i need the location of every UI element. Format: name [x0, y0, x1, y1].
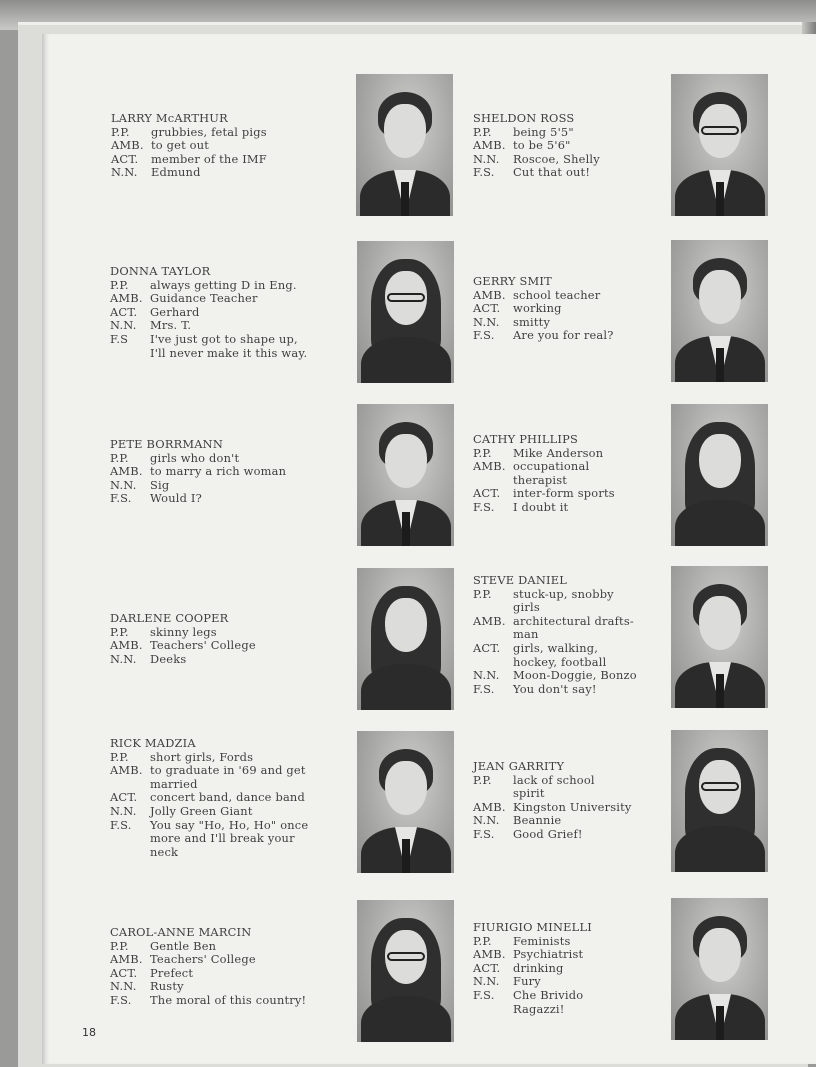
detail-key: ACT. [473, 640, 501, 655]
detail-key: P.P. [110, 624, 129, 639]
student-detail-line [473, 935, 695, 949]
detail-value: stuck-up, snobby [513, 586, 614, 601]
student-name: GERRY SMIT [473, 274, 552, 288]
detail-key: F.S. [110, 491, 132, 506]
detail-value: to get out [151, 138, 210, 153]
student-detail-line [110, 306, 332, 320]
detail-value: occupational [513, 459, 590, 474]
student-detail-line [110, 333, 332, 347]
detail-value: girls, walking, [513, 640, 599, 655]
student-detail-line [473, 474, 695, 488]
detail-key: F.S. [473, 826, 495, 841]
detail-key: N.N. [111, 165, 138, 180]
detail-value: Jolly Green Giant [150, 803, 253, 818]
detail-key: ACT. [110, 790, 138, 805]
detail-value: girls [513, 600, 540, 615]
student-detail-line [111, 166, 333, 180]
student-detail-line [473, 126, 695, 140]
student-detail-line [110, 994, 332, 1008]
detail-key [110, 846, 150, 860]
student-detail-line [110, 653, 332, 667]
detail-value: grubbies, fetal pigs [151, 124, 267, 139]
detail-key: N.N. [473, 151, 500, 166]
student-detail-line [110, 940, 332, 954]
student-detail-line [473, 447, 695, 461]
detail-key: N.N. [473, 974, 500, 989]
student-detail-line [110, 639, 332, 653]
student-detail-line [110, 465, 332, 479]
detail-key [110, 778, 150, 792]
detail-key: F.S. [473, 165, 495, 180]
student-detail-line [473, 329, 695, 343]
detail-key: F.S. [473, 328, 495, 343]
detail-value: short girls, Fords [150, 749, 254, 764]
student-portrait [671, 898, 768, 1040]
student-detail-line [110, 846, 332, 860]
student-detail-line [473, 316, 695, 330]
detail-key [473, 601, 513, 615]
detail-value: Ragazzi! [513, 1001, 565, 1016]
detail-value: architectural drafts- [513, 613, 634, 628]
detail-key: P.P. [111, 124, 130, 139]
student-portrait [356, 74, 453, 216]
detail-key: P.P. [110, 450, 129, 465]
student-entry [473, 574, 695, 696]
student-detail-line [473, 487, 695, 501]
student-entry [473, 275, 695, 343]
detail-key: F.S. [110, 992, 132, 1007]
detail-key: P.P. [473, 445, 492, 460]
detail-value: Cut that out! [513, 165, 591, 180]
student-name: DARLENE COOPER [110, 611, 229, 625]
detail-value: Fury [513, 974, 541, 989]
detail-value: more and I'll break your [150, 831, 295, 846]
detail-value: Deeks [150, 651, 187, 666]
detail-value: to be 5'6" [513, 138, 571, 153]
detail-value: You say "Ho, Ho, Ho" once [150, 817, 309, 832]
detail-key [473, 787, 513, 801]
student-detail-line [473, 153, 695, 167]
detail-key [473, 628, 513, 642]
detail-value: hockey, football [513, 654, 607, 669]
student-name: SHELDON ROSS [473, 111, 575, 125]
detail-value: Roscoe, Shelly [513, 151, 600, 166]
detail-value: Mrs. T. [150, 318, 192, 333]
student-detail-line [473, 787, 695, 801]
student-entry [110, 926, 332, 1008]
detail-key [473, 474, 513, 488]
detail-value: Edmund [151, 165, 201, 180]
detail-key: F.S [110, 331, 129, 346]
student-portrait [671, 74, 768, 216]
detail-value: married [150, 776, 198, 791]
student-name: CATHY PHILLIPS [473, 432, 578, 446]
student-detail-line [110, 626, 332, 640]
student-entry [110, 612, 332, 666]
student-portrait [357, 900, 454, 1042]
detail-value: Guidance Teacher [150, 291, 258, 306]
student-detail-line [110, 347, 332, 361]
student-detail-line [473, 962, 695, 976]
detail-value: Moon-Doggie, Bonzo [513, 668, 637, 683]
page-number: 18 [82, 1026, 96, 1039]
student-entry [473, 112, 695, 180]
detail-key: ACT. [110, 304, 138, 319]
detail-value: to marry a rich woman [150, 464, 287, 479]
student-portrait [671, 404, 768, 546]
student-detail-line [110, 805, 332, 819]
detail-key: F.S. [473, 681, 495, 696]
detail-value: school teacher [513, 287, 601, 302]
detail-value: Che Brivido [513, 987, 584, 1002]
detail-key: P.P. [110, 749, 129, 764]
detail-value: Beannie [513, 813, 562, 828]
student-entry [110, 438, 332, 506]
student-name: STEVE DANIEL [473, 573, 567, 587]
detail-value: Would I? [150, 491, 202, 506]
student-detail-line [473, 814, 695, 828]
detail-key [473, 656, 513, 670]
detail-value: Gerhard [150, 304, 200, 319]
student-detail-line [110, 479, 332, 493]
student-portrait [671, 566, 768, 708]
student-name: CAROL-ANNE MARCIN [110, 925, 252, 939]
student-entry [473, 921, 695, 1016]
student-name: DONNA TAYLOR [110, 264, 211, 278]
student-portrait [357, 568, 454, 710]
student-detail-line [110, 791, 332, 805]
detail-value: to graduate in '69 and get [150, 763, 306, 778]
detail-key: AMB. [473, 138, 506, 153]
detail-value: You don't say! [513, 681, 597, 696]
detail-value: The moral of this country! [150, 992, 307, 1007]
detail-key: N.N. [473, 668, 500, 683]
detail-key: N.N. [473, 314, 500, 329]
student-detail-line [473, 774, 695, 788]
detail-key: P.P. [473, 124, 492, 139]
student-portrait [671, 730, 768, 872]
detail-key: AMB. [110, 763, 143, 778]
student-detail-line [473, 289, 695, 303]
student-entry [110, 737, 332, 859]
detail-key: AMB. [111, 138, 144, 153]
detail-value: concert band, dance band [150, 790, 305, 805]
detail-value: Feminists [513, 933, 571, 948]
student-detail-line [111, 153, 333, 167]
detail-key: AMB. [473, 459, 506, 474]
student-detail-line [473, 669, 695, 683]
detail-key: P.P. [110, 938, 129, 953]
detail-value: Good Grief! [513, 826, 583, 841]
detail-key: ACT. [111, 151, 139, 166]
detail-key: N.N. [110, 651, 137, 666]
student-detail-line [473, 975, 695, 989]
student-detail-line [110, 292, 332, 306]
student-detail-line [473, 801, 695, 815]
detail-value: skinny legs [150, 624, 217, 639]
detail-key: F.S. [473, 499, 495, 514]
detail-key: N.N. [110, 477, 137, 492]
detail-key: N.N. [110, 803, 137, 818]
detail-value: Teachers' College [150, 952, 256, 967]
student-detail-line [110, 953, 332, 967]
detail-value: girls who don't [150, 450, 240, 465]
detail-value: always getting D in Eng. [150, 277, 297, 292]
student-detail-line [110, 751, 332, 765]
detail-value: neck [150, 844, 179, 859]
detail-value: Gentle Ben [150, 938, 217, 953]
student-detail-line [473, 683, 695, 697]
detail-key: P.P. [110, 277, 129, 292]
detail-value: Mike Anderson [513, 445, 604, 460]
detail-value: smitty [513, 314, 551, 329]
student-detail-line [473, 948, 695, 962]
student-detail-line [473, 642, 695, 656]
student-detail-line [110, 279, 332, 293]
detail-key: F.S. [110, 817, 132, 832]
detail-value: Are you for real? [513, 328, 614, 343]
student-detail-line [110, 452, 332, 466]
student-detail-line [110, 492, 332, 506]
student-entry [473, 433, 695, 515]
detail-key: AMB. [473, 287, 506, 302]
student-detail-line [473, 1003, 695, 1017]
student-portrait [357, 241, 454, 383]
student-detail-line [473, 588, 695, 602]
student-detail-line [110, 319, 332, 333]
detail-value: working [513, 301, 562, 316]
student-detail-line [473, 615, 695, 629]
student-portrait [671, 240, 768, 382]
student-detail-line [473, 139, 695, 153]
detail-key: ACT. [473, 960, 501, 975]
student-detail-line [473, 628, 695, 642]
detail-value: Sig [150, 477, 170, 492]
detail-key: AMB. [473, 613, 506, 628]
student-portrait [357, 731, 454, 873]
detail-value: drinking [513, 960, 564, 975]
student-detail-line [473, 656, 695, 670]
student-name: PETE BORRMANN [110, 437, 224, 451]
detail-key [110, 832, 150, 846]
student-detail-line [473, 989, 695, 1003]
detail-key: AMB. [473, 947, 506, 962]
detail-key: AMB. [110, 291, 143, 306]
student-name: RICK MADZIA [110, 736, 196, 750]
student-portrait [357, 404, 454, 546]
detail-value: I doubt it [513, 499, 569, 514]
student-detail-line [473, 828, 695, 842]
detail-value: spirit [513, 786, 545, 801]
student-name: LARRY McARTHUR [111, 111, 228, 125]
student-name: JEAN GARRITY [473, 759, 565, 773]
detail-key: ACT. [473, 486, 501, 501]
detail-key: AMB. [110, 638, 143, 653]
detail-key: ACT. [110, 965, 138, 980]
student-entry [110, 265, 332, 360]
detail-key: AMB. [110, 952, 143, 967]
detail-value: inter-form sports [513, 486, 615, 501]
detail-value: Rusty [150, 979, 184, 994]
detail-key: ACT. [473, 301, 501, 316]
detail-key [110, 347, 150, 361]
student-detail-line [110, 764, 332, 778]
detail-key: P.P. [473, 586, 492, 601]
detail-key: F.S. [473, 987, 495, 1002]
detail-key: AMB. [110, 464, 143, 479]
detail-value: Kingston University [513, 799, 632, 814]
detail-value: Psychiatrist [513, 947, 584, 962]
student-detail-line [473, 460, 695, 474]
student-name: FIURIGIO MINELLI [473, 920, 592, 934]
student-detail-line [473, 166, 695, 180]
student-detail-line [110, 967, 332, 981]
student-detail-line [110, 980, 332, 994]
student-detail-line [473, 302, 695, 316]
student-detail-line [110, 778, 332, 792]
student-detail-line [111, 126, 333, 140]
student-detail-line [110, 832, 332, 846]
student-detail-line [473, 501, 695, 515]
student-entry [111, 112, 333, 180]
detail-value: being 5'5" [513, 124, 574, 139]
detail-value: lack of school [513, 772, 595, 787]
detail-value: therapist [513, 472, 568, 487]
detail-key: P.P. [473, 772, 492, 787]
detail-key: N.N. [110, 318, 137, 333]
detail-value: Teachers' College [150, 638, 256, 653]
detail-key: N.N. [473, 813, 500, 828]
detail-key: P.P. [473, 933, 492, 948]
detail-value: man [513, 627, 539, 642]
detail-value: I'll never make it this way. [150, 345, 308, 360]
student-detail-line [110, 819, 332, 833]
student-entry [473, 760, 695, 842]
detail-value: Prefect [150, 965, 194, 980]
detail-value: I've just got to shape up, [150, 331, 298, 346]
detail-key [473, 1003, 513, 1017]
detail-key: AMB. [473, 799, 506, 814]
detail-key: N.N. [110, 979, 137, 994]
detail-value: member of the IMF [151, 151, 267, 166]
student-detail-line [473, 601, 695, 615]
student-detail-line [111, 139, 333, 153]
